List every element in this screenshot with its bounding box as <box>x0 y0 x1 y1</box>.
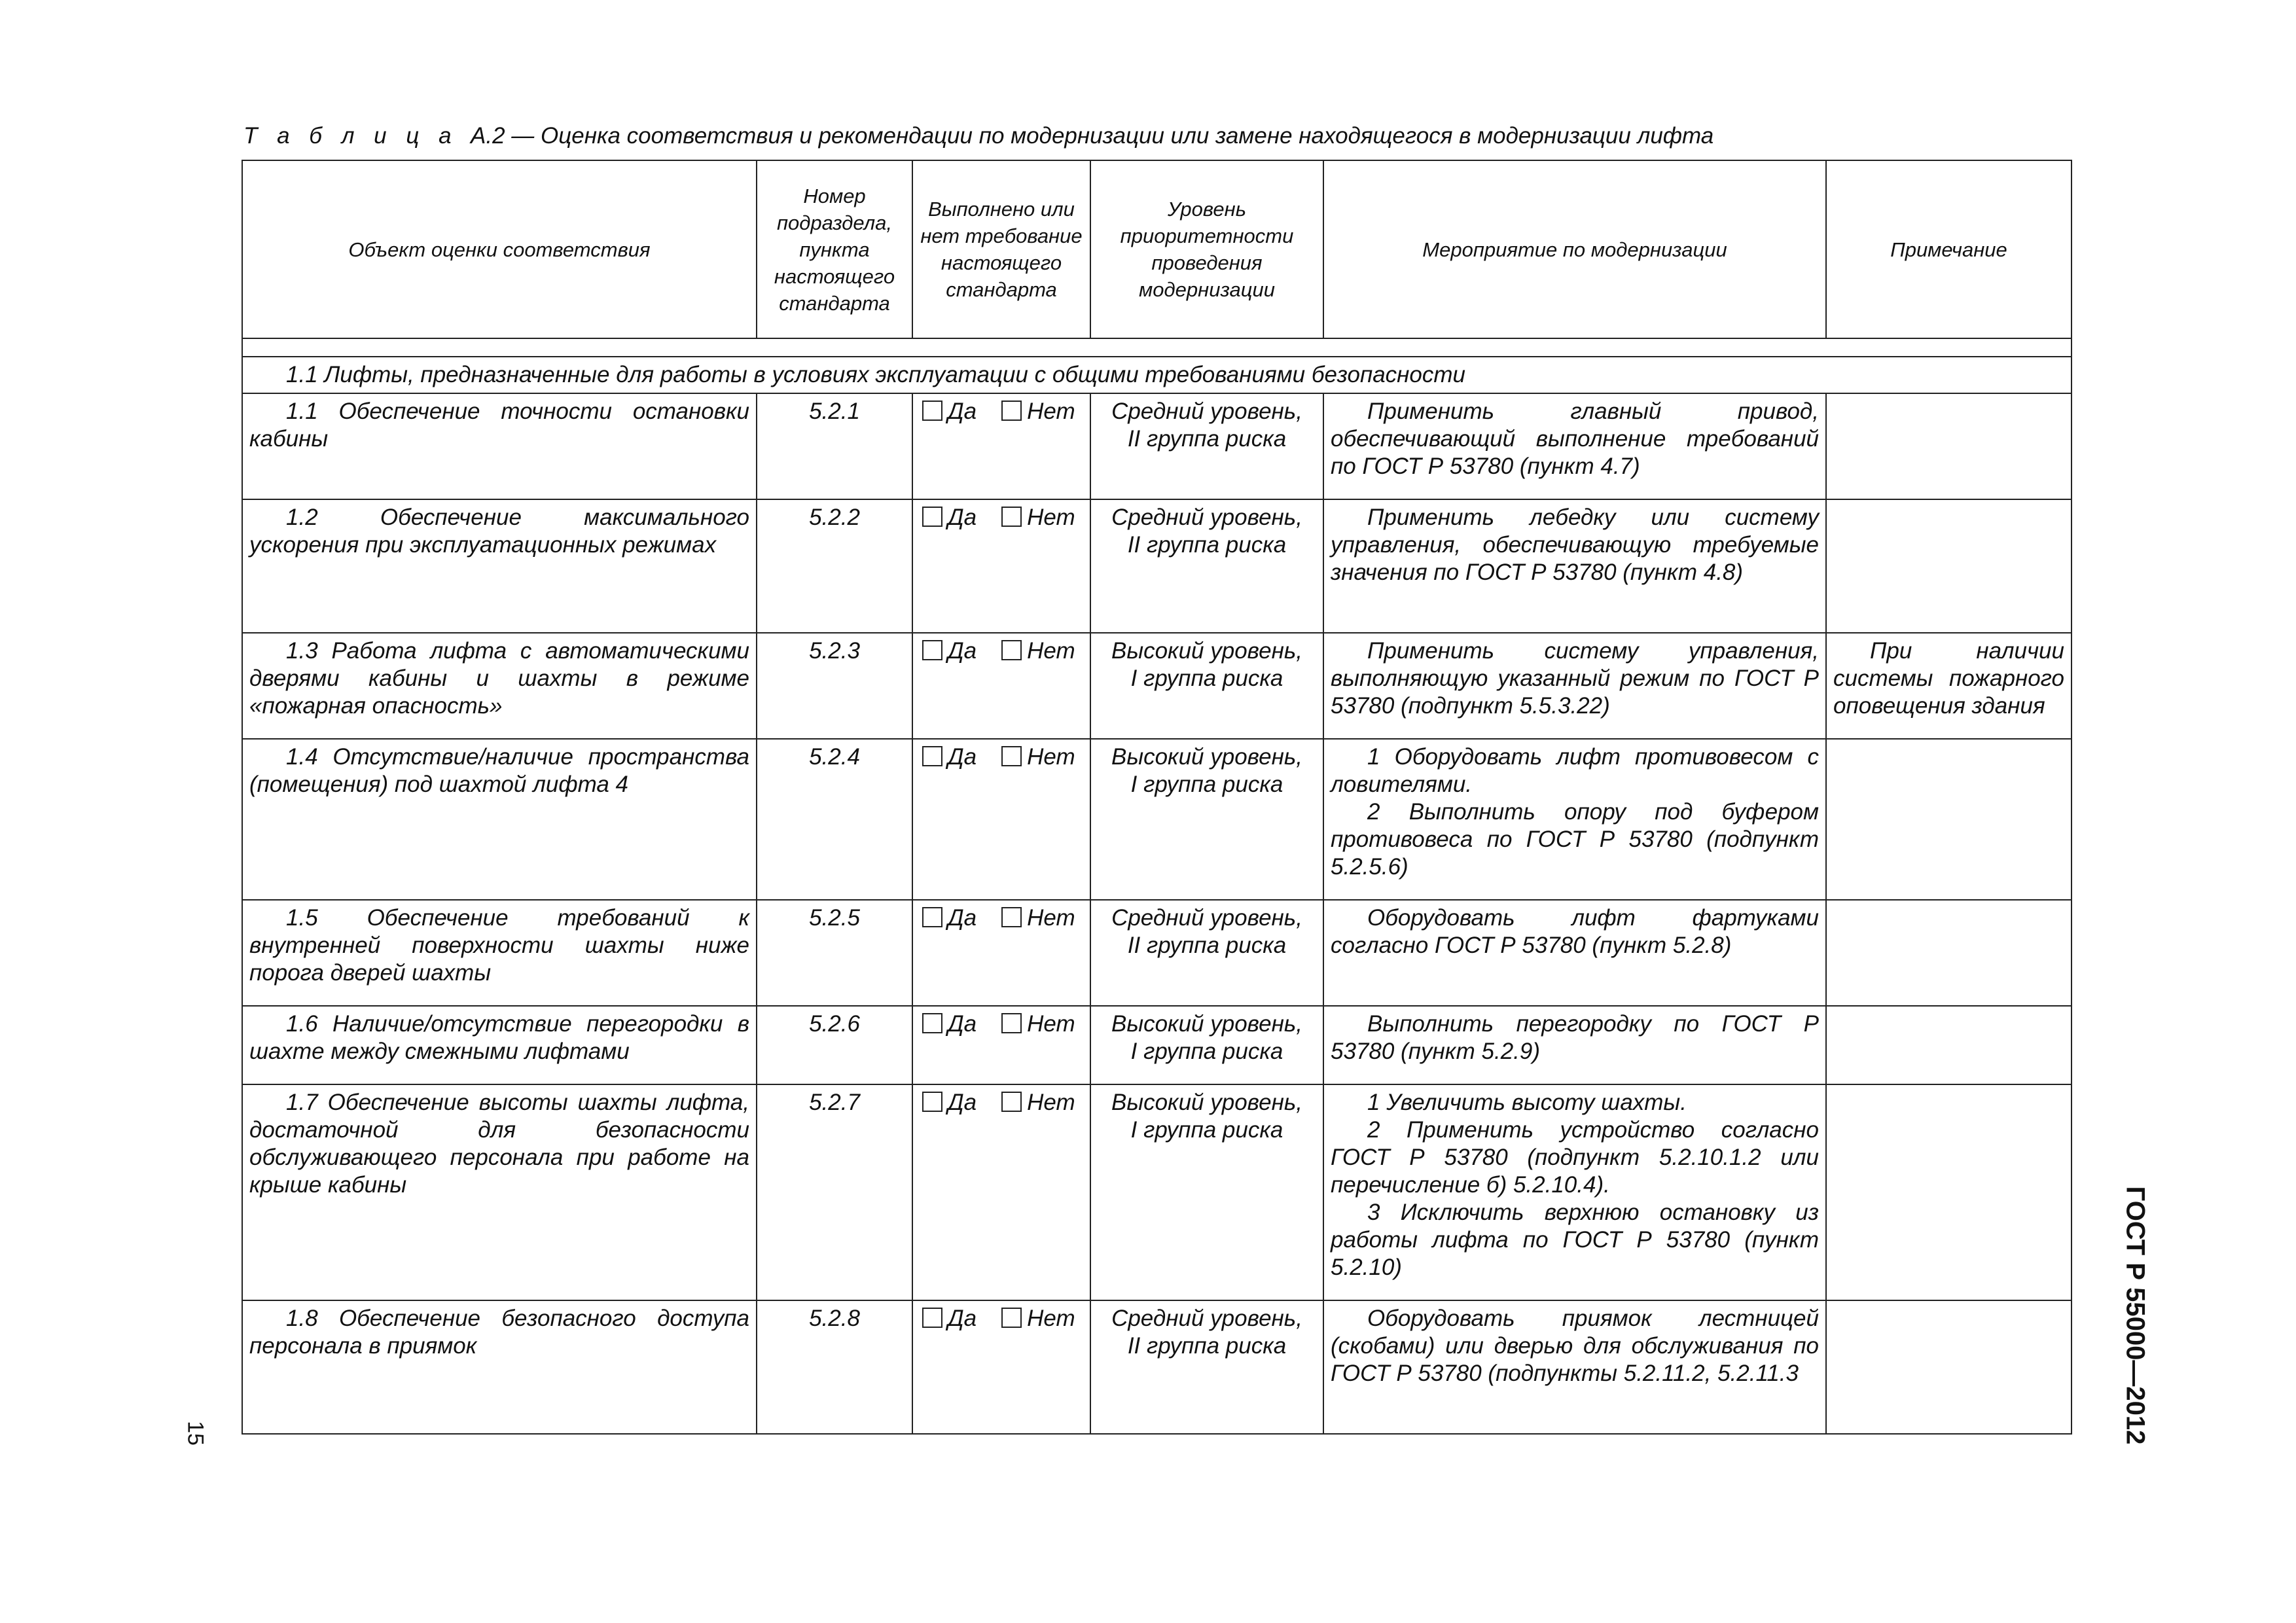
standard-id <box>2115 1165 2155 1466</box>
no-label: Нет <box>1027 638 1075 664</box>
no-label: Нет <box>1027 399 1075 424</box>
done-cell <box>912 1084 1090 1300</box>
yes-label: Да <box>948 1090 977 1115</box>
no-label: Нет <box>1027 1090 1075 1115</box>
table-caption <box>243 123 1713 149</box>
measure-cell <box>1323 633 1826 739</box>
measure-cell <box>1323 393 1826 499</box>
header-done: Выполнено или нет требование настоящего стандарта <box>912 160 1090 338</box>
priority-line: Высокий уровень, <box>1111 1011 1303 1037</box>
priority-line: Средний уровень, <box>1111 1306 1302 1331</box>
note-cell <box>1826 1084 2072 1300</box>
standard-id-text: ГОСТ Р 55000—2012 <box>2121 1186 2150 1445</box>
measure-paragraph: Применить главный привод, обеспечивающий выполнение требований по ГОСТ Р 53780 (пункт 4.7) <box>1331 399 1819 479</box>
measure-cell <box>1323 1006 1826 1084</box>
priority-line: II группа риска <box>1127 933 1287 958</box>
yes-label: Да <box>948 905 977 931</box>
header-gap <box>242 338 2072 357</box>
no-label: Нет <box>1027 1011 1075 1037</box>
note-cell <box>1826 1300 2072 1434</box>
section-number-cell: 5.2.3 <box>757 633 912 739</box>
section-number-cell: 5.2.7 <box>757 1084 912 1300</box>
object-cell: 1.7 Обеспечение высоты шахты лифта, достаточной для безопасности обслуживающего персонала при работе на крыше кабины <box>242 1084 757 1300</box>
measure-paragraph: 1 Оборудовать лифт противовесом с ловителями. <box>1331 744 1819 797</box>
measure-paragraph: Выполнить перегородку по ГОСТ Р 53780 (пункт 5.2.9) <box>1331 1011 1819 1064</box>
measure-paragraph: 1 Увеличить высоту шахты. <box>1367 1090 1687 1115</box>
yes-checkbox[interactable] <box>922 1308 942 1328</box>
table-row <box>242 633 2072 739</box>
measure-paragraph: Применить лебедку или систему управления, обеспечивающую требуемые значения по ГОСТ Р 53780 (пункт 4.8) <box>1331 505 1819 585</box>
section-number-cell: 5.2.8 <box>757 1300 912 1434</box>
note-cell: При наличии системы пожарного оповещения здания <box>1826 633 2072 739</box>
no-checkbox[interactable] <box>1001 907 1022 927</box>
measure-paragraph: 2 Выполнить опору под буфером противовеса по ГОСТ Р 53780 (подпункт 5.2.5.6) <box>1331 799 1819 880</box>
caption-label: Т а б л и ц а <box>243 123 458 149</box>
header-priority: Уровень приоритетности проведения модернизации <box>1090 160 1323 338</box>
page-number <box>182 1414 208 1453</box>
no-label: Нет <box>1027 744 1075 770</box>
priority-line: I группа риска <box>1130 772 1283 797</box>
assessment-table <box>242 160 2072 1435</box>
object-cell: 1.4 Отсутствие/наличие пространства (помещения) под шахтой лифта 4 <box>242 739 757 900</box>
measure-paragraph: Оборудовать лифт фартуками согласно ГОСТ Р 53780 (пункт 5.2.8) <box>1331 905 1819 958</box>
table-row <box>242 499 2072 633</box>
measure-paragraph: Оборудовать приямок лестницей (скобами) или дверью для обслуживания по ГОСТ Р 53780 (подпункты 5.2.11.2, 5.2.11.3 <box>1331 1306 1819 1386</box>
header-note: Примечание <box>1826 160 2072 338</box>
yes-label: Да <box>948 1306 977 1331</box>
done-cell <box>912 499 1090 633</box>
priority-line: I группа риска <box>1130 1039 1283 1064</box>
done-cell <box>912 739 1090 900</box>
no-checkbox[interactable] <box>1001 1013 1022 1033</box>
note-cell <box>1826 1006 2072 1084</box>
yes-label: Да <box>948 744 977 770</box>
no-checkbox[interactable] <box>1001 640 1022 660</box>
yes-label: Да <box>948 1011 977 1037</box>
note-cell <box>1826 900 2072 1006</box>
yes-checkbox[interactable] <box>922 907 942 927</box>
measure-paragraph: 3 Исключить верхнюю остановку из работы лифта по ГОСТ Р 53780 (пункт 5.2.10) <box>1331 1200 1819 1280</box>
no-checkbox[interactable] <box>1001 401 1022 421</box>
section-number-cell: 5.2.1 <box>757 393 912 499</box>
done-cell <box>912 1300 1090 1434</box>
priority-cell <box>1090 499 1323 633</box>
no-label: Нет <box>1027 1306 1075 1331</box>
measure-cell <box>1323 900 1826 1006</box>
section-row <box>242 357 2072 393</box>
yes-checkbox[interactable] <box>922 640 942 660</box>
yes-checkbox[interactable] <box>922 746 942 766</box>
table-row <box>242 1084 2072 1300</box>
object-cell: 1.6 Наличие/отсутствие перегородки в шахте между смежными лифтами <box>242 1006 757 1084</box>
measure-cell <box>1323 739 1826 900</box>
done-cell <box>912 900 1090 1006</box>
object-cell: 1.8 Обеспечение безопасного доступа персонала в приямок <box>242 1300 757 1434</box>
section-title: 1.1 Лифты, предназначенные для работы в условиях эксплуатации с общими требованиями безопасности <box>242 357 2072 393</box>
measure-cell <box>1323 1084 1826 1300</box>
table-row <box>242 1006 2072 1084</box>
header-section: Номер подраздела, пункта настоящего стандарта <box>757 160 912 338</box>
no-label: Нет <box>1027 505 1075 530</box>
done-cell <box>912 393 1090 499</box>
priority-cell <box>1090 739 1323 900</box>
table-row <box>242 739 2072 900</box>
priority-line: I группа риска <box>1130 666 1283 691</box>
page-number-text: 15 <box>183 1421 208 1446</box>
table-row <box>242 393 2072 499</box>
note-cell <box>1826 739 2072 900</box>
note-cell <box>1826 499 2072 633</box>
header-object: Объект оценки соответствия <box>242 160 757 338</box>
no-checkbox[interactable] <box>1001 746 1022 766</box>
no-checkbox[interactable] <box>1001 507 1022 527</box>
caption-text: А.2 — Оценка соответствия и рекомендации по модернизации или замене находящегося в модернизации лифта <box>471 123 1714 149</box>
priority-line: Средний уровень, <box>1111 505 1302 530</box>
no-label: Нет <box>1027 905 1075 931</box>
priority-cell <box>1090 1300 1323 1434</box>
priority-line: Высокий уровень, <box>1111 744 1303 770</box>
priority-cell <box>1090 393 1323 499</box>
yes-label: Да <box>948 638 977 664</box>
object-cell: 1.2 Обеспечение максимального ускорения при эксплуатационных режимах <box>242 499 757 633</box>
yes-label: Да <box>948 399 977 424</box>
priority-line: Высокий уровень, <box>1111 638 1303 664</box>
yes-checkbox[interactable] <box>922 401 942 421</box>
no-checkbox[interactable] <box>1001 1308 1022 1328</box>
section-number-cell: 5.2.5 <box>757 900 912 1006</box>
yes-checkbox[interactable] <box>922 1013 942 1033</box>
object-cell: 1.5 Обеспечение требований к внутренней поверхности шахты ниже порога дверей шахты <box>242 900 757 1006</box>
priority-line: I группа риска <box>1130 1117 1283 1143</box>
no-checkbox[interactable] <box>1001 1092 1022 1112</box>
object-cell: 1.3 Работа лифта с автоматическими дверями кабины и шахты в режиме «пожарная опасность» <box>242 633 757 739</box>
measure-paragraph: Применить систему управления, выполняющую указанный режим по ГОСТ Р 53780 (подпункт 5.5.3.22) <box>1331 638 1819 719</box>
priority-cell <box>1090 900 1323 1006</box>
measure-cell <box>1323 1300 1826 1434</box>
done-cell <box>912 1006 1090 1084</box>
note-cell <box>1826 393 2072 499</box>
priority-line: Средний уровень, <box>1111 905 1302 931</box>
priority-cell <box>1090 633 1323 739</box>
table-header-row <box>242 160 2072 338</box>
section-number-cell: 5.2.4 <box>757 739 912 900</box>
priority-cell <box>1090 1006 1323 1084</box>
table-row <box>242 900 2072 1006</box>
priority-line: II группа риска <box>1127 1333 1287 1359</box>
yes-checkbox[interactable] <box>922 507 942 527</box>
yes-checkbox[interactable] <box>922 1092 942 1112</box>
priority-line: II группа риска <box>1127 532 1287 558</box>
priority-line: Высокий уровень, <box>1111 1090 1303 1115</box>
yes-label: Да <box>948 505 977 530</box>
section-number-cell: 5.2.2 <box>757 499 912 633</box>
object-cell: 1.1 Обеспечение точности остановки кабины <box>242 393 757 499</box>
done-cell <box>912 633 1090 739</box>
section-number-cell: 5.2.6 <box>757 1006 912 1084</box>
priority-cell <box>1090 1084 1323 1300</box>
table-row <box>242 1300 2072 1434</box>
measure-paragraph: 2 Применить устройство согласно ГОСТ Р 53780 (подпункт 5.2.10.1.2 или перечисление б) 5.2.10.4). <box>1331 1117 1819 1198</box>
measure-cell <box>1323 499 1826 633</box>
priority-line: II группа риска <box>1127 426 1287 452</box>
header-measure: Мероприятие по модернизации <box>1323 160 1826 338</box>
priority-line: Средний уровень, <box>1111 399 1302 424</box>
